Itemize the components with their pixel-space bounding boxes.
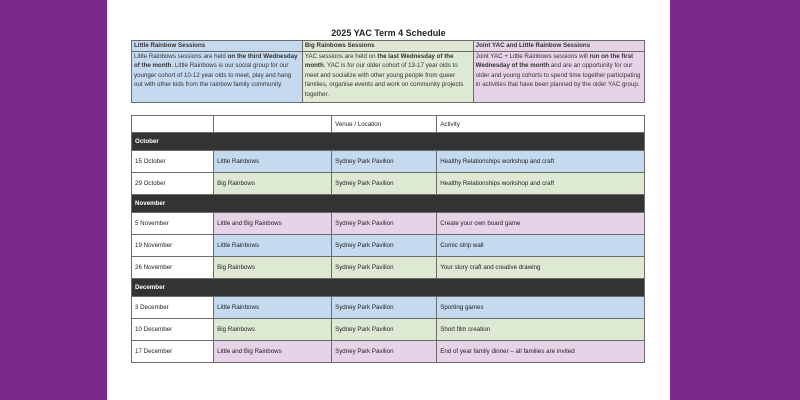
session-venue: Sydney Park Pavilion [332, 257, 437, 279]
session-venue: Sydney Park Pavilion [332, 235, 437, 257]
session-activity: Sporting games [437, 297, 645, 319]
session-date: 5 November [132, 213, 214, 235]
month-label: December [132, 279, 645, 297]
session-date: 15 October [132, 151, 214, 173]
schedule-row [132, 213, 645, 235]
session-date: 26 November [132, 257, 214, 279]
session-activity: Short film creation [437, 319, 645, 341]
session-group: Little Rainbows [214, 151, 332, 173]
session-venue: Sydney Park Pavilion [332, 151, 437, 173]
month-row [132, 133, 645, 151]
session-activity: Create your own board game [437, 213, 645, 235]
session-venue: Sydney Park Pavilion [332, 341, 437, 363]
month-row [132, 279, 645, 297]
schedule-table [131, 115, 645, 363]
session-group: Little and Big Rainbows [214, 341, 332, 363]
session-activity: Comic strip wall [437, 235, 645, 257]
joint-sessions-description: Joint YAC + Little Rainbows sessions will run on the first Wednesday of the month and are an opportunity for our older and young cohorts to spend time together participating in activities that have been planned by the older YAC group. [473, 52, 644, 103]
session-group: Big Rainbows [214, 319, 332, 341]
schedule-row [132, 235, 645, 257]
session-group: Big Rainbows [214, 257, 332, 279]
header-venue: Venue / Location [332, 116, 437, 133]
session-group: Little and Big Rainbows [214, 213, 332, 235]
session-date: 17 December [132, 341, 214, 363]
session-activity: Healthy Relationships workshop and craft [437, 173, 645, 195]
session-date: 19 November [132, 235, 214, 257]
session-date: 10 December [132, 319, 214, 341]
session-activity: Your story craft and creative drawing [437, 257, 645, 279]
schedule-row [132, 151, 645, 173]
big-rainbows-description: YAC sessions are held on the last Wednesday of the month. YAC is for our older cohort of 13-17 year olds to meet and socialize with other young people from queer families, organise events and work on community projects together. [302, 52, 473, 103]
session-date: 3 December [132, 297, 214, 319]
session-venue: Sydney Park Pavilion [332, 213, 437, 235]
little-rainbow-description: Little Rainbows sessions are held on the third Wednesday of the month. Little Rainbows is our social group for our younger cohort of 10-12 year olds to meet, play and hang out with other kids from the rainbow family community. [132, 52, 303, 103]
session-venue: Sydney Park Pavilion [332, 297, 437, 319]
session-date: 29 October [132, 173, 214, 195]
session-venue: Sydney Park Pavilion [332, 173, 437, 195]
header-date [132, 116, 214, 133]
little-rainbow-heading: Little Rainbow Sessions [132, 41, 303, 52]
header-activity: Activity [437, 116, 645, 133]
session-activity: Healthy Relationships workshop and craft [437, 151, 645, 173]
month-row [132, 195, 645, 213]
big-rainbows-heading: Big Rainbows Sessions [302, 41, 473, 52]
schedule-row [132, 319, 645, 341]
document-title: 2025 YAC Term 4 Schedule [331, 28, 446, 38]
schedule-row [132, 257, 645, 279]
month-label: November [132, 195, 645, 213]
schedule-header-row [132, 116, 645, 133]
month-label: October [132, 133, 645, 151]
joint-sessions-heading: Joint YAC and Little Rainbow Sessions [473, 41, 644, 52]
session-info-table [131, 40, 645, 103]
session-group: Big Rainbows [214, 173, 332, 195]
schedule-row [132, 297, 645, 319]
header-group [214, 116, 332, 133]
document-page [107, 0, 670, 400]
schedule-row [132, 173, 645, 195]
session-venue: Sydney Park Pavilion [332, 319, 437, 341]
session-group: Little Rainbows [214, 235, 332, 257]
session-activity: End of year family dinner – all families are invited [437, 341, 645, 363]
schedule-row [132, 341, 645, 363]
session-group: Little Rainbows [214, 297, 332, 319]
